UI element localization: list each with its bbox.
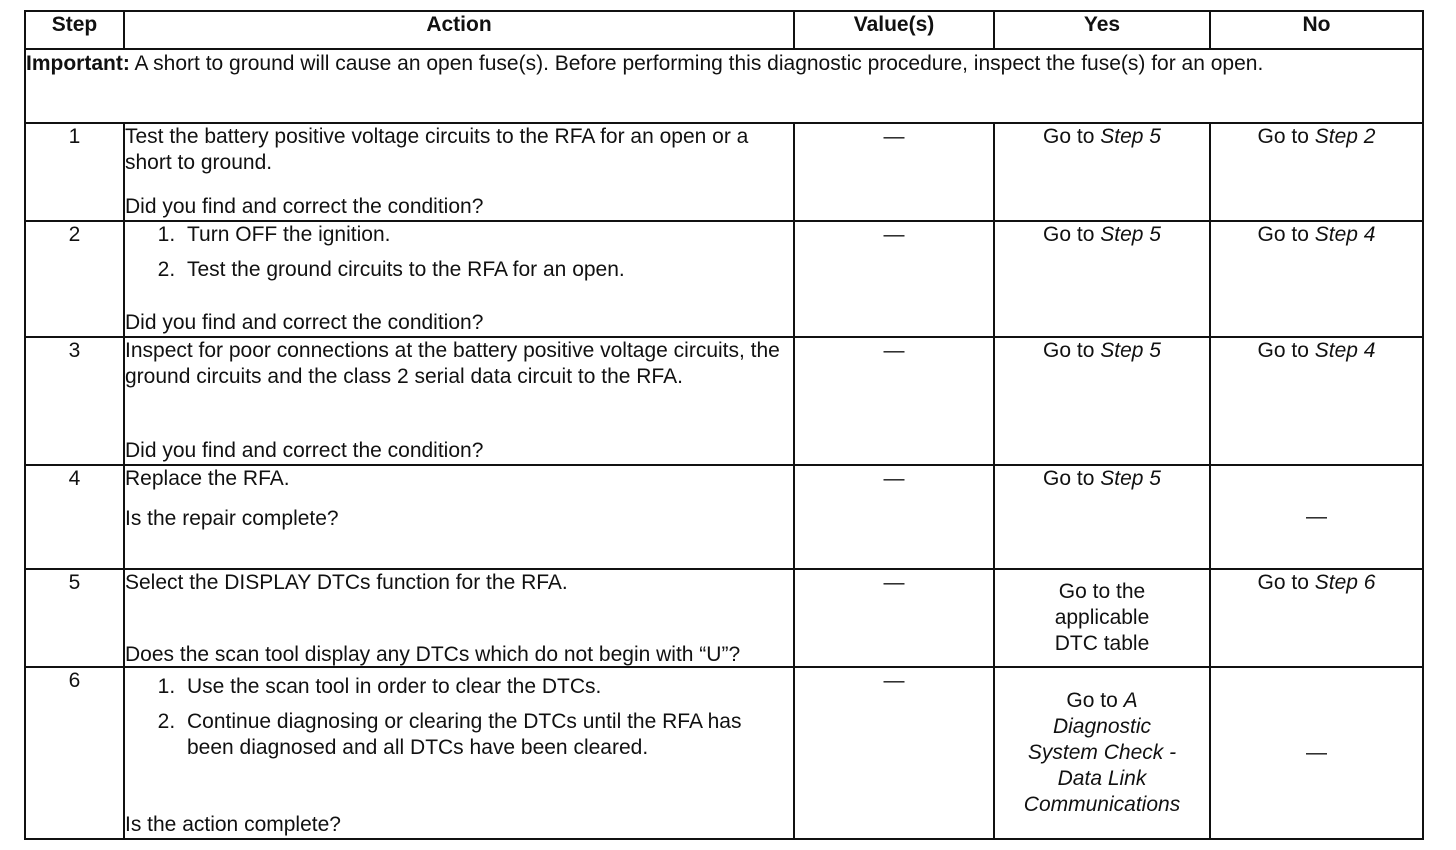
no-cell: — bbox=[1210, 465, 1423, 569]
action-text: Replace the RFA. bbox=[125, 467, 290, 490]
action-question: Does the scan tool display any DTCs which do not begin with “U”? bbox=[125, 643, 741, 666]
action-question: Did you find and correct the condition? bbox=[125, 439, 484, 462]
yes-step-link[interactable]: Step 5 bbox=[1100, 339, 1161, 362]
yes-ref-line: A bbox=[1123, 689, 1138, 712]
important-note-row bbox=[25, 49, 1423, 123]
no-cell bbox=[1210, 569, 1423, 667]
action-cell bbox=[124, 337, 794, 465]
table-row bbox=[25, 569, 1423, 667]
value-cell: — bbox=[794, 221, 994, 337]
no-cell bbox=[1210, 221, 1423, 337]
value-cell: — bbox=[794, 569, 994, 667]
yes-prefix: Go to bbox=[1043, 125, 1101, 148]
yes-prefix: Go to bbox=[1043, 339, 1101, 362]
action-cell bbox=[124, 667, 794, 839]
no-step-link[interactable]: Step 4 bbox=[1314, 339, 1376, 362]
no-cell bbox=[1210, 123, 1423, 221]
value-cell: — bbox=[794, 123, 994, 221]
step-number: 3 bbox=[25, 337, 124, 465]
step-number: 4 bbox=[25, 465, 124, 569]
header-values: Value(s) bbox=[794, 11, 994, 49]
yes-line: DTC table bbox=[1054, 632, 1150, 655]
table-row bbox=[25, 221, 1423, 337]
table-row bbox=[25, 337, 1423, 465]
no-prefix: Go to bbox=[1257, 223, 1315, 246]
table-row bbox=[25, 667, 1423, 839]
step-number: 6 bbox=[25, 667, 124, 839]
table-row bbox=[25, 123, 1423, 221]
yes-line: applicable bbox=[1054, 606, 1150, 629]
yes-prefix: Go to bbox=[1066, 689, 1124, 712]
yes-ref-line: Diagnostic bbox=[1052, 715, 1152, 738]
no-prefix: Go to bbox=[1257, 571, 1315, 594]
substep-list bbox=[125, 222, 793, 292]
action-text: Select the DISPLAY DTCs function for the RFA. bbox=[125, 571, 568, 594]
yes-ref-line: System Check - bbox=[1027, 741, 1177, 764]
value-cell: — bbox=[794, 465, 994, 569]
important-note bbox=[25, 49, 1423, 123]
no-step-link[interactable]: Step 6 bbox=[1314, 571, 1376, 594]
yes-cell bbox=[994, 337, 1210, 465]
yes-cell bbox=[994, 465, 1210, 569]
no-cell: — bbox=[1210, 667, 1423, 839]
action-question: Is the repair complete? bbox=[125, 507, 339, 530]
header-yes: Yes bbox=[994, 11, 1210, 49]
action-cell bbox=[124, 221, 794, 337]
no-prefix: Go to bbox=[1257, 125, 1315, 148]
step-number: 1 bbox=[25, 123, 124, 221]
yes-cell bbox=[994, 123, 1210, 221]
no-step-link[interactable]: Step 2 bbox=[1314, 125, 1376, 148]
action-question: Is the action complete? bbox=[125, 813, 341, 836]
yes-step-link[interactable]: Step 5 bbox=[1100, 125, 1161, 148]
important-text: A short to ground will cause an open fuse(s). Before performing this diagnostic procedure, inspect the fuse(s) for an open. bbox=[129, 52, 1264, 75]
substep-list bbox=[125, 674, 793, 770]
important-label: Important: bbox=[26, 52, 130, 75]
action-text: Inspect for poor connections at the battery positive voltage circuits, the ground circuits and the class 2 serial data circuit to the RFA. bbox=[125, 339, 780, 388]
yes-prefix: Go to bbox=[1043, 467, 1101, 490]
yes-line: Go to the bbox=[1058, 580, 1146, 603]
substep: 1. Turn OFF the ignition. bbox=[181, 222, 793, 248]
substep: 1. Use the scan tool in order to clear the DTCs. bbox=[181, 674, 793, 700]
action-question: Did you find and correct the condition? bbox=[125, 195, 484, 218]
yes-line bbox=[995, 688, 1209, 714]
action-cell bbox=[124, 569, 794, 667]
step-number: 2 bbox=[25, 221, 124, 337]
action-cell bbox=[124, 465, 794, 569]
substep: 2. Continue diagnosing or clearing the DTCs until the RFA has been diagnosed and all DTCs have been cleared. bbox=[181, 709, 793, 761]
value-cell: — bbox=[794, 667, 994, 839]
step-number: 5 bbox=[25, 569, 124, 667]
action-question: Did you find and correct the condition? bbox=[125, 311, 484, 334]
yes-cell[interactable] bbox=[994, 569, 1210, 667]
no-cell bbox=[1210, 337, 1423, 465]
header-no: No bbox=[1210, 11, 1423, 49]
no-step-link[interactable]: Step 4 bbox=[1314, 223, 1376, 246]
yes-step-link[interactable]: Step 5 bbox=[1100, 223, 1161, 246]
action-cell bbox=[124, 123, 794, 221]
yes-ref-line: Data Link bbox=[1057, 767, 1147, 790]
table-row bbox=[25, 465, 1423, 569]
yes-cell bbox=[994, 221, 1210, 337]
yes-step-link[interactable]: Step 5 bbox=[1100, 467, 1161, 490]
header-action: Action bbox=[124, 11, 794, 49]
no-prefix: Go to bbox=[1257, 339, 1315, 362]
substep: 2. Test the ground circuits to the RFA for an open. bbox=[181, 257, 793, 283]
value-cell: — bbox=[794, 337, 994, 465]
yes-cell[interactable] bbox=[994, 667, 1210, 839]
action-text: Test the battery positive voltage circuits to the RFA for an open or a short to ground. bbox=[125, 125, 749, 174]
header-row bbox=[25, 11, 1423, 49]
diagnostic-table bbox=[24, 10, 1424, 840]
yes-prefix: Go to bbox=[1043, 223, 1101, 246]
header-step: Step bbox=[25, 11, 124, 49]
yes-ref-line: Communications bbox=[1023, 793, 1181, 816]
